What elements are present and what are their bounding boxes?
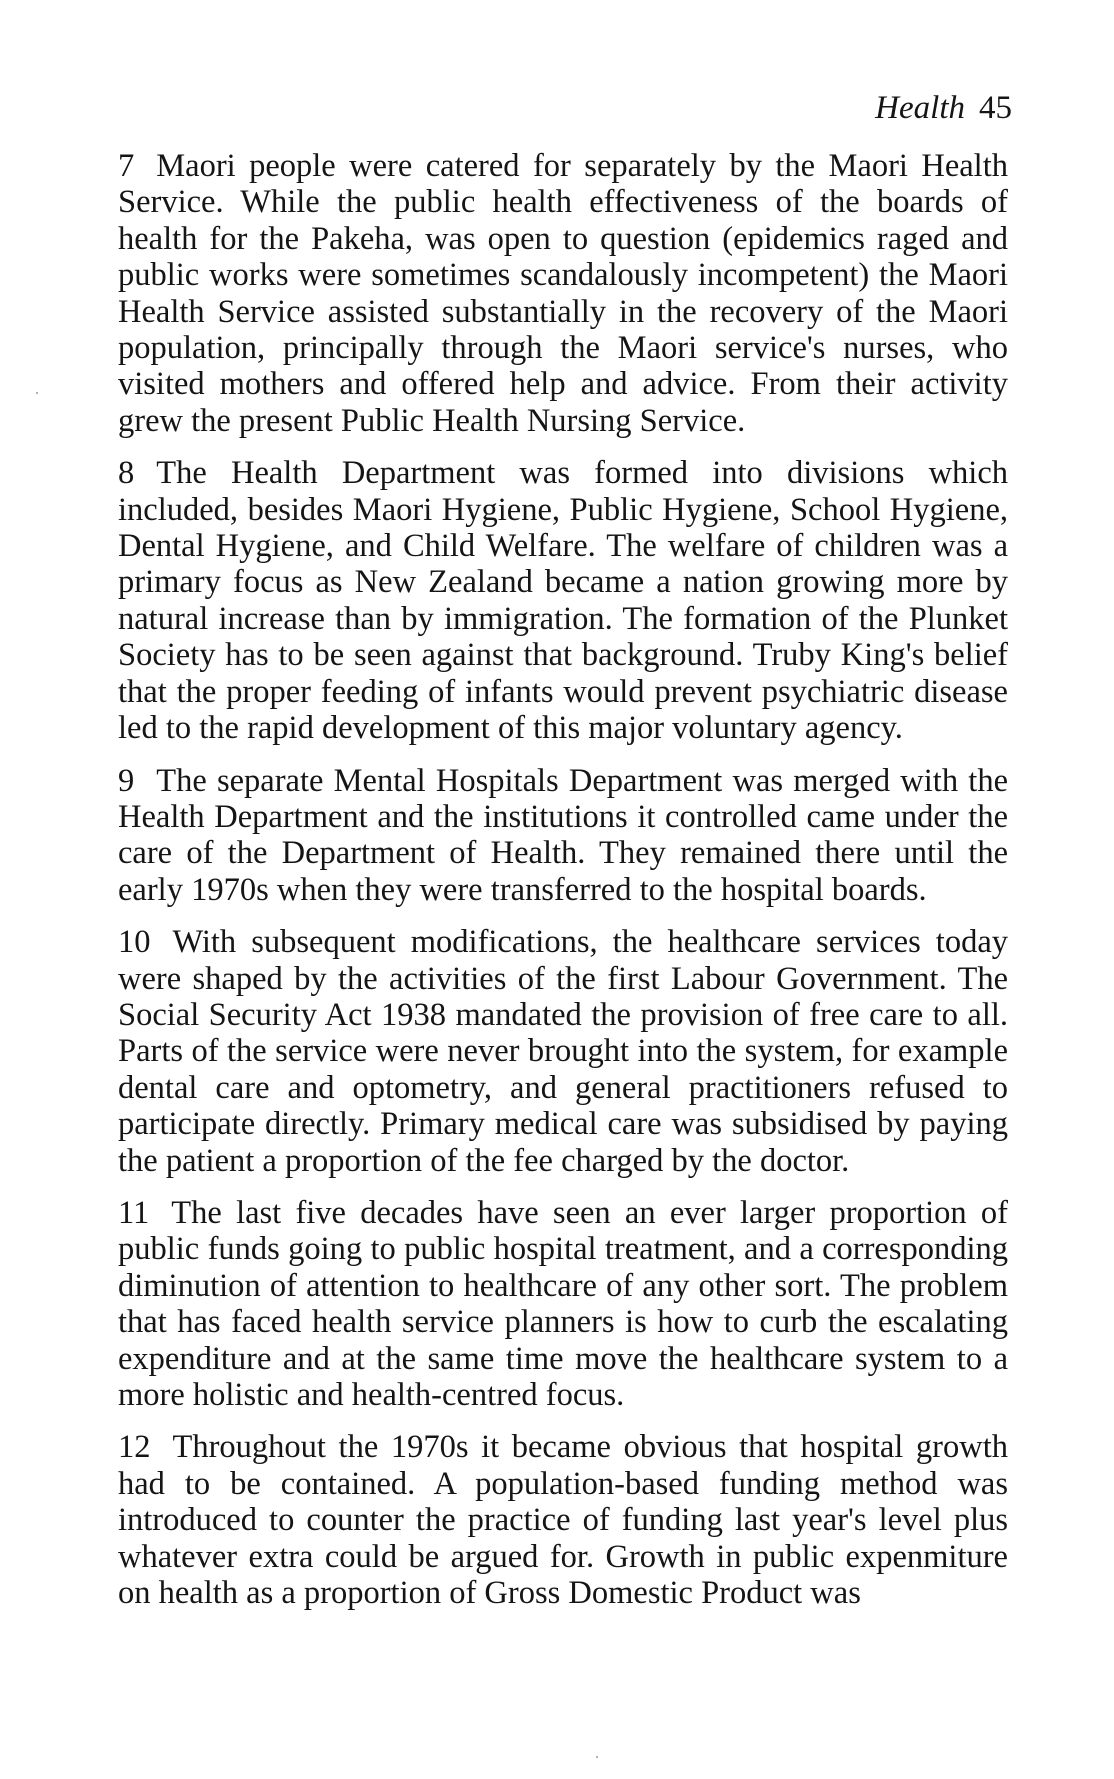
- paragraph-text: The separate Mental Hospitals Department was merged with the Health Department and the institutions it controlled came under the care of the Department of Health. They remained there until the early 1970s when they were transferred to the hospital boards.: [118, 762, 1008, 908]
- paragraph-number: 8: [118, 455, 135, 492]
- paragraph-text: With subsequent modifications, the healthcare services today were shaped by the activities of the first Labour Government. The Social Security Act 1938 mandated the provision of free care to all. Parts of the service were never brought into the system, for example dental care and optometry, and general practitioners refused to participate directly. Primary medical care was subsidised by paying the patient a proportion of the fee charged by the doctor.: [118, 924, 1008, 1179]
- paragraph-text: Maori people were catered for separately by the Maori Health Service. While the public health effectiveness of the boards of health for the Pakeha, was open to question (epidemics raged and public works were sometimes scandalously incompetent) the Maori Health Service assisted substantially in the recovery of the Maori population, principally through the Maori service's nurses, who visited mothers and offered help and advice. From their activity grew the present Public Health Nursing Service.: [118, 148, 1008, 439]
- paragraph-number: 12: [118, 1429, 151, 1466]
- paragraph-number: 7: [118, 148, 135, 184]
- paragraph-text: Throughout the 1970s it became obvious that hospital growth had to be contained. A population-based funding method was introduced to counter the practice of funding last year's level plus whatever extra could be argued for. Growth in public expenmiture on health as a proportion of Gross Domestic Product was: [118, 1429, 1008, 1612]
- paragraph-9: [118, 763, 1008, 909]
- paragraph-12: [118, 1429, 1008, 1611]
- paragraph-text: The last five decades have seen an ever larger proportion of public funds going to public hospital treatment, and a corresponding diminution of attention to healthcare of any other sort. The problem that has faced health service planners is how to curb the escalating expenditure and at the same time move the healthcare system to a more holistic and health-centred focus.: [118, 1194, 1008, 1413]
- scan-speck: [596, 1756, 598, 1758]
- paragraph-10: [118, 924, 1008, 1179]
- paragraph-7: [118, 148, 1008, 439]
- page-number: 45: [979, 90, 1012, 126]
- paragraph-8: [118, 455, 1008, 746]
- paragraph-number: 10: [118, 924, 151, 961]
- running-head: [875, 88, 1012, 128]
- paragraph-text: The Health Department was formed into divisions which included, besides Maori Hygiene, Public Hygiene, School Hygiene, Dental Hygiene, and Child Welfare. The welfare of children was a primary focus as New Zealand became a nation growing more by natural increase than by immigration. The formation of the Plunket Society has to be seen against that background. Truby King's belief that the proper feeding of infants would prevent psychiatric disease led to the rapid development of this major voluntary agency.: [118, 455, 1008, 747]
- body-text: [118, 148, 1008, 1627]
- paragraph-number: 9: [118, 762, 135, 799]
- paragraph-11: [118, 1195, 1008, 1413]
- paragraph-number: 11: [118, 1194, 150, 1231]
- section-title: Health: [875, 90, 965, 126]
- scan-speck: [36, 392, 38, 394]
